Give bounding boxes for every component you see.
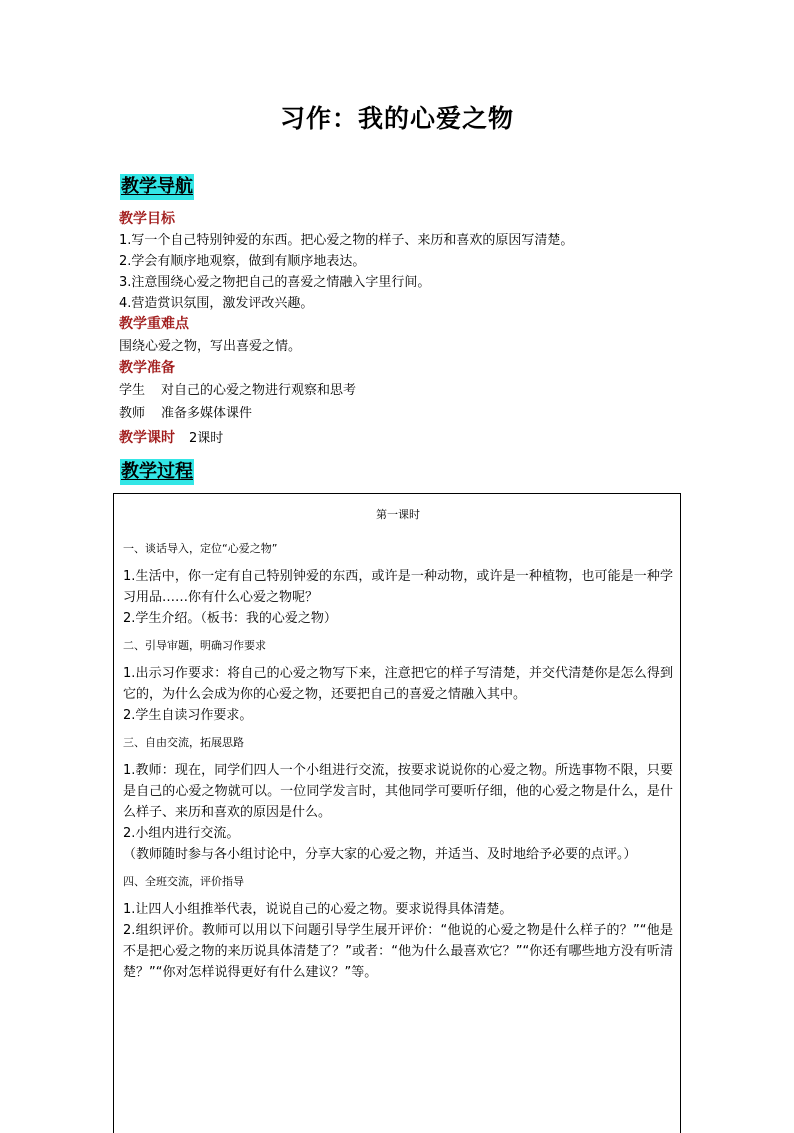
step-line: 2.学生介绍。（板书：我的心爱之物） [123,611,337,626]
step-heading: 三、自由交流，拓展思路 [123,736,244,749]
section-heading-navigation: 教学导航 [120,174,194,200]
preparation-item [119,402,689,425]
lessons-heading: 教学课时 [119,430,175,446]
step-line: 1.教师：现在，同学们四人一个小组进行交流，按要求说说你的心爱之物。所选事物不限，只要是自己的心爱之物就可以。一位同学发言时，其他同学可要听仔细，他的心爱之物是什么，是什么样子、来历和喜欢的原因是什么。 [123,763,673,820]
step-body [123,760,673,865]
step-body [123,663,673,726]
page-title: 习作：我的心爱之物 [279,104,514,133]
lesson-title: 第一课时 [376,508,420,521]
step-heading: 一、谈话导入，定位“心爱之物” [123,542,278,555]
objective-item: 1.写一个自己特别钟爱的东西。把心爱之物的样子、来历和喜欢的原因写清楚。 [119,233,574,248]
preparation-task: 准备多媒体课件 [161,406,253,421]
step-body [123,566,673,629]
step-line: 2.组织评价。教师可以用以下问题引导学生展开评价：“他说的心爱之物是什么样子的？”“他是不是把心爱之物的来历说具体清楚了？”或者：“他为什么最喜欢它？”“你还有哪些地方没有听清楚？”“你对怎样说得更好有什么建议？”等。 [123,923,673,980]
preparation-item [119,379,689,402]
step-line: 2.小组内进行交流。 [123,826,240,841]
step-line: 1.让四人小组推举代表，说说自己的心爱之物。要求说得具体清楚。 [123,902,513,917]
key-points-text: 围绕心爱之物，写出喜爱之情。 [119,339,302,354]
teaching-process-box [113,493,681,1133]
step-body [123,899,673,983]
step-heading: 四、全班交流，评价指导 [123,875,244,888]
step-line: 1.出示习作要求：将自己的心爱之物写下来，注意把它的样子写清楚，并交代清楚你是怎么得到它的，为什么会成为你的心爱之物，还要把自己的喜爱之情融入其中。 [123,666,673,702]
lessons-value: 2课时 [189,431,224,446]
section-heading-process: 教学过程 [120,459,194,485]
preparation-role: 教师 [119,406,146,421]
step-line: 2.学生自读习作要求。 [123,708,253,723]
step-line: 1.生活中，你一定有自己特别钟爱的东西，或许是一种动物，或许是一种植物，也可能是一种学习用品……你有什么心爱之物呢？ [123,569,673,605]
preparation-task: 对自己的心爱之物进行观察和思考 [161,383,357,398]
preparation-role: 学生 [119,383,146,398]
objectives-heading: 教学目标 [119,211,175,227]
teaching-navigation [119,209,689,449]
preparation-heading: 教学准备 [119,360,175,376]
step-line: （教师随时参与各小组讨论中，分享大家的心爱之物，并适当、及时地给予必要的点评。） [123,847,637,862]
objective-item: 3.注意围绕心爱之物把自己的喜爱之情融入字里行间。 [119,275,431,290]
lessons-line [119,425,689,449]
key-points-heading: 教学重难点 [119,316,189,332]
objective-item: 4.营造赏识氛围，激发评改兴趣。 [119,296,314,311]
objective-item: 2.学会有顺序地观察，做到有顺序地表达。 [119,254,366,269]
step-heading: 二、引导审题，明确习作要求 [123,639,266,652]
